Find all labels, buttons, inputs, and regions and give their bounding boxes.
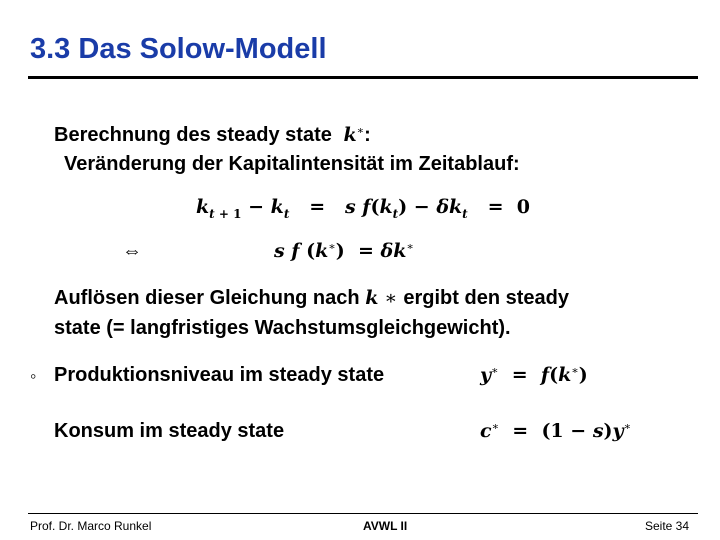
steady-state-equation: s f (k∗) = δk∗ <box>274 240 414 262</box>
title-divider <box>28 76 698 79</box>
bullet-icon: ◦ <box>30 366 37 386</box>
change-line-text: Veränderung der Kapitalintensität im Zeitablauf: <box>64 153 520 175</box>
production-label: Produktionsniveau im steady state <box>54 364 385 386</box>
footer-page-number: Seite 34 <box>645 519 690 533</box>
production-equation: y∗ = f(k∗) <box>480 364 588 386</box>
calc-intro-text: Berechnung des steady state k∗: <box>54 124 371 146</box>
consumption-label: Konsum im steady state <box>54 420 285 442</box>
footer-author: Prof. Dr. Marco Runkel <box>30 519 152 533</box>
consumption-equation: c∗ = (1 − s)y∗ <box>480 420 632 442</box>
solve-line-1: Auflösen dieser Gleichung nach k ∗ ergibt den steady <box>54 287 569 309</box>
page-title: 3.3 Das Solow-Modell <box>30 33 327 65</box>
solve-line-2: state (= langfristiges Wachstumsgleichgewicht). <box>54 317 511 339</box>
k-star-symbol: k∗ <box>343 124 365 146</box>
capital-change-equation: $k_{t + 1} - k_t = s$ $f(k_t) - \delta k_t = 0$ <box>196 196 530 221</box>
footer-course: AVWL II <box>363 519 408 533</box>
footer-divider <box>28 513 698 514</box>
equivalence-symbol: ⇔ <box>122 240 142 262</box>
